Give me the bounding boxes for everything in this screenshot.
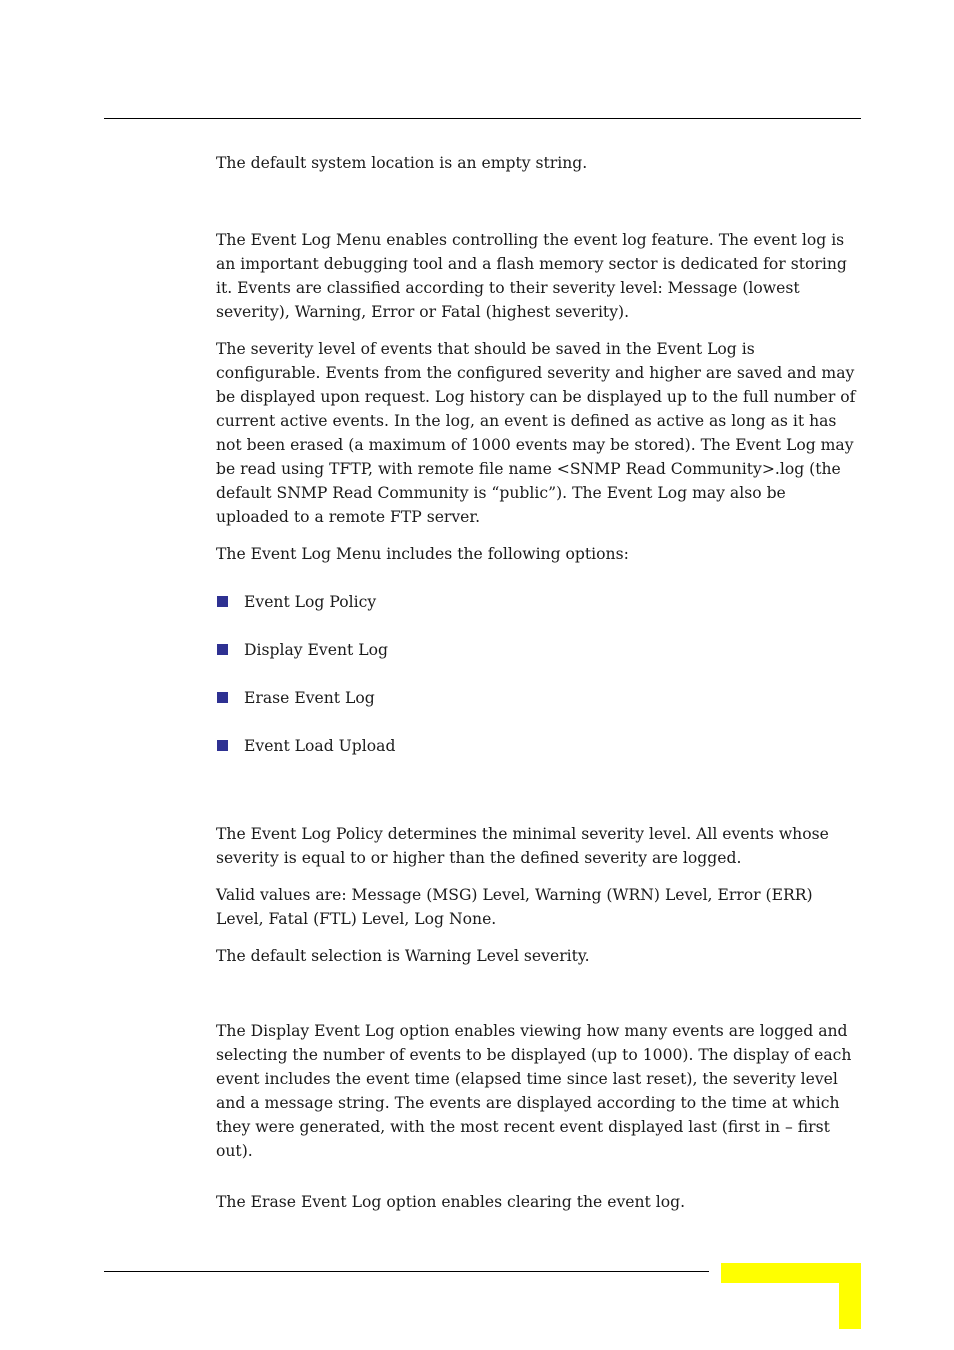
square-bullet-icon (217, 596, 228, 607)
list-item-label: Event Log Policy (244, 593, 377, 611)
valid-values-text: Valid values are: Message (MSG) Level, Warning (WRN) Level, Error (ERR) Level, Fatal (FTL) Level, Log None. (216, 886, 813, 928)
display-event-log-description: The Display Event Log option enables viewing how many events are logged and selecting the number of events to be displayed (up to 1000). The display of each event includes the event time (elapsed time since last reset), the severity level and a message string. The events are displayed according to the time at which they were generated, with the most recent event displayed last (first in – first out). (216, 1022, 852, 1160)
footer-rule (104, 1271, 709, 1272)
square-bullet-icon (217, 644, 228, 655)
list-item-label: Erase Event Log (244, 689, 375, 707)
square-bullet-icon (217, 692, 228, 703)
list-item-label: Display Event Log (244, 641, 388, 659)
event-log-menu-intro: The Event Log Menu enables controlling the event log feature. The event log is an important debugging tool and a flash memory sector is dedicated for storing it. Events are classified according to their severity level: Message (lowest severity), Warning, Error or Fatal (highest severity). (216, 231, 847, 321)
default-selection-text: The default selection is Warning Level severity. (216, 947, 590, 965)
list-item-label: Event Load Upload (244, 737, 396, 755)
square-bullet-icon (217, 740, 228, 751)
event-log-policy-description: The Event Log Policy determines the minimal severity level. All events whose severity is equal to or higher than the defined severity are logged. (216, 825, 829, 867)
event-log-severity-description: The severity level of events that should be saved in the Event Log is configurable. Events from the configured severity and higher are saved and may be displayed upon request. Log history can be displayed up to the full number of current active events. In the log, an event is defined as active as long as it has not been erased (a maximum of 1000 events may be stored). The Event Log may be read using TFTP, with remote file name <SNMP Read Community>.log (the default SNMP Read Community is “public”). The Event Log may also be uploaded to a remote FTP server. (216, 340, 856, 526)
erase-event-log-description: The Erase Event Log option enables clearing the event log. (216, 1193, 686, 1211)
options-intro: The Event Log Menu includes the following options: (216, 545, 629, 563)
system-location-default-text: The default system location is an empty string. (216, 154, 588, 172)
page-corner-mark-vertical (839, 1263, 861, 1329)
header-rule (104, 118, 861, 119)
